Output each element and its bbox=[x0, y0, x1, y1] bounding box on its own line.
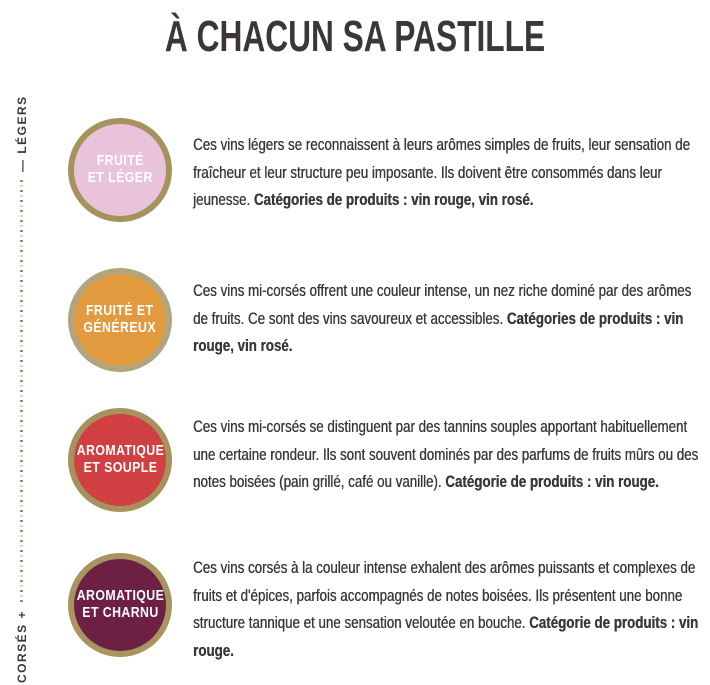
header bbox=[0, 12, 710, 62]
pastille-label-line1: FRUITÉ bbox=[96, 153, 144, 169]
pastille-badge bbox=[68, 408, 172, 512]
pastille-label-line2: ET LÉGER bbox=[87, 170, 153, 186]
category-products-bold: Catégories de produits : vin rouge, vin rosé. bbox=[193, 308, 684, 355]
category-description bbox=[193, 131, 699, 214]
description-text: Ces vins mi-corsés offrent une couleur intense, un nez riche dominé par des arômes de fruits. Ce sont des vins savoureux et accessibles. bbox=[193, 281, 692, 328]
pastille-badge bbox=[68, 118, 172, 222]
page-title: À CHACUN SA PASTILLE bbox=[164, 12, 546, 61]
category-products-bold: Catégorie de produits : vin rouge. bbox=[445, 472, 659, 491]
pastille-badge bbox=[68, 268, 172, 372]
pastille-badge bbox=[68, 553, 172, 657]
pastille-label bbox=[84, 303, 157, 337]
description-text: Ces vins corsés à la couleur intense exhalent des arômes puissants et complexes de fruits et d'épices, parfois accompagnés de notes boisées. Ils présentent une bonne structure tannique et une sensation veloutée en bouche. bbox=[193, 558, 696, 632]
category-description bbox=[193, 554, 699, 664]
pastille-label-line2: ET CHARNU bbox=[81, 605, 159, 621]
category-products-bold: Catégories de produits : vin rouge, vin rosé. bbox=[253, 190, 534, 209]
description-text: Ces vins légers se reconnaissent à leurs arômes simples de fruits, leur sensation de fraîcheur et leur structure peu imposante. Ils doivent être consommés dans leur jeunesse. bbox=[193, 135, 690, 209]
pastille-label bbox=[87, 153, 152, 187]
axis-label-legers: — LÉGERS bbox=[15, 95, 29, 172]
pastille-label-line2: GÉNÉREUX bbox=[83, 320, 157, 336]
pastille-label-line1: FRUITÉ ET bbox=[86, 303, 154, 319]
pastille-label-line2: ET SOUPLE bbox=[83, 460, 157, 476]
axis-dotted-line bbox=[20, 180, 23, 604]
category-description bbox=[193, 277, 699, 360]
category-products-bold: Catégorie de produits : vin rouge. bbox=[193, 613, 699, 660]
pastille-label-line1: AROMATIQUE bbox=[76, 443, 164, 459]
pastille-label bbox=[76, 443, 164, 477]
pastille-label bbox=[76, 588, 164, 622]
category-description bbox=[193, 413, 699, 496]
description-text: Ces vins mi-corsés se distinguent par des tannins souples apportant habituellement une certaine rondeur. Ils sont souvent dominés par des parfums de fruits mûrs ou des notes boisées (pain grillé, café ou vanille). bbox=[193, 417, 699, 491]
axis-label-corses: CORSÉS + bbox=[15, 609, 29, 683]
pastille-label-line1: AROMATIQUE bbox=[76, 588, 164, 604]
